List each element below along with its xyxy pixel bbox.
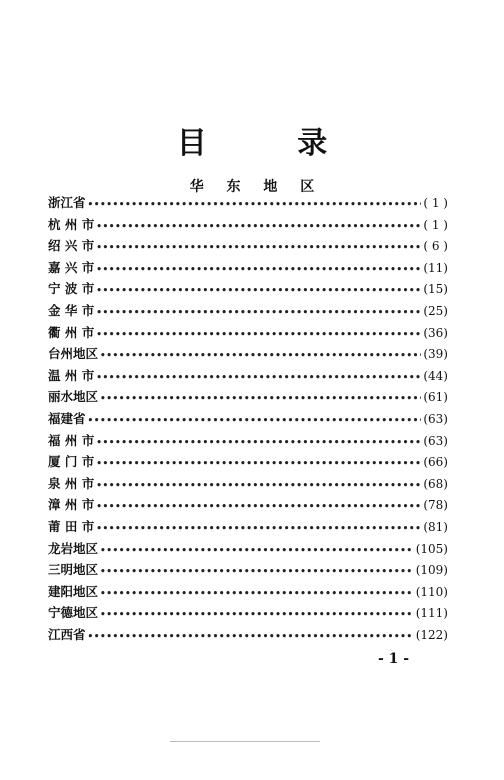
toc-entry-label: 绍 兴 市 <box>48 238 95 254</box>
toc-entry <box>48 559 448 581</box>
leader-dots <box>96 217 421 239</box>
leader-dots <box>96 368 421 390</box>
toc-entry <box>48 278 448 300</box>
toc-entry-label: 温 州 市 <box>48 367 95 383</box>
leader-dots <box>96 454 421 476</box>
toc-entry-label: 龙岩地区 <box>48 540 99 556</box>
toc-entry <box>48 408 448 430</box>
toc-entry-page: ( 6 ) <box>423 239 448 254</box>
toc-entry <box>48 624 448 646</box>
toc-entry-label: 三明地区 <box>48 562 99 578</box>
toc-entry-page: (36) <box>423 325 448 340</box>
leader-dots <box>100 389 421 411</box>
toc-entry <box>48 494 448 516</box>
toc-entry <box>48 602 448 624</box>
toc-entry <box>48 473 448 495</box>
toc-entry-label: 泉 州 市 <box>48 475 95 491</box>
toc-entry <box>48 451 448 473</box>
leader-dots <box>100 541 414 563</box>
toc-entry-page: ( 1 ) <box>423 217 448 232</box>
toc-entry-page: (111) <box>415 606 448 621</box>
toc-entry <box>48 322 448 344</box>
toc-entry <box>48 257 448 279</box>
toc-entry-page: (63) <box>423 433 448 448</box>
toc-entry-label: 浙江省 <box>48 195 86 210</box>
toc-entry-page: (15) <box>423 282 448 297</box>
leader-dots <box>96 497 421 519</box>
toc-entry <box>48 581 448 603</box>
toc-entry-label: 杭 州 市 <box>48 216 95 232</box>
toc-entry-page: (78) <box>423 498 448 513</box>
toc-entry-label: 漳 州 市 <box>48 497 95 513</box>
leader-dots <box>100 584 414 606</box>
toc-entry-label: 宁 波 市 <box>48 281 95 297</box>
section-heading: 华 东 地 区 <box>189 179 324 195</box>
toc-entry <box>48 214 448 236</box>
toc-entry-page: (122) <box>415 627 448 642</box>
leader-dots <box>96 281 421 303</box>
toc-entry-page: (68) <box>423 476 448 491</box>
leader-dots <box>100 346 421 368</box>
toc-entry-page: ( 1 ) <box>423 196 448 210</box>
toc-entry-label: 台州地区 <box>48 346 99 362</box>
toc-entry-page: (39) <box>423 347 448 362</box>
toc-entry <box>48 300 448 322</box>
toc-entry-page: (105) <box>415 541 448 556</box>
toc-entry-page: (110) <box>415 584 448 599</box>
toc-entry <box>48 538 448 560</box>
toc-entry-label: 福建省 <box>48 410 86 426</box>
toc-entry-label: 宁德地区 <box>48 605 99 621</box>
leader-dots <box>88 195 422 217</box>
leader-dots <box>96 303 421 325</box>
leader-dots <box>100 562 414 584</box>
page-number: - 1 - <box>378 651 410 667</box>
toc-entry-label: 福 州 市 <box>48 432 95 448</box>
toc-entry-label: 厦 门 市 <box>48 454 95 470</box>
toc-entry-page: (11) <box>423 260 448 275</box>
table-of-contents <box>48 192 448 645</box>
toc-entry <box>48 235 448 257</box>
scan-artifact-line <box>170 741 320 742</box>
toc-entry <box>48 386 448 408</box>
toc-entry <box>48 343 448 365</box>
toc-entry <box>48 516 448 538</box>
leader-dots <box>96 238 421 260</box>
toc-entry <box>48 365 448 387</box>
toc-entry-label: 莆 田 市 <box>48 518 95 534</box>
toc-entry-label: 嘉 兴 市 <box>48 259 95 275</box>
toc-entry-label: 丽水地区 <box>48 389 99 405</box>
toc-entry-page: (61) <box>423 390 448 405</box>
toc-entry-page: (63) <box>423 411 448 426</box>
toc-entry-page: (44) <box>423 368 448 383</box>
toc-entry-page: (109) <box>415 563 448 578</box>
toc-entry-page: (81) <box>423 519 448 534</box>
toc-entry-page: (25) <box>423 303 448 318</box>
leader-dots <box>96 519 421 541</box>
toc-entry <box>48 192 448 214</box>
toc-entry-label: 江西省 <box>48 626 86 642</box>
toc-entry-label: 金 华 市 <box>48 302 95 318</box>
toc-entry-label: 建阳地区 <box>48 583 99 599</box>
leader-dots <box>88 627 414 649</box>
leader-dots <box>100 605 414 627</box>
toc-entry-page: (66) <box>423 455 448 470</box>
leader-dots <box>96 476 421 498</box>
leader-dots <box>88 411 422 433</box>
leader-dots <box>96 433 421 455</box>
page-title: 目 录 <box>176 126 368 161</box>
leader-dots <box>96 325 421 347</box>
leader-dots <box>96 260 421 282</box>
toc-entry-label: 衢 州 市 <box>48 324 95 340</box>
toc-entry <box>48 430 448 452</box>
